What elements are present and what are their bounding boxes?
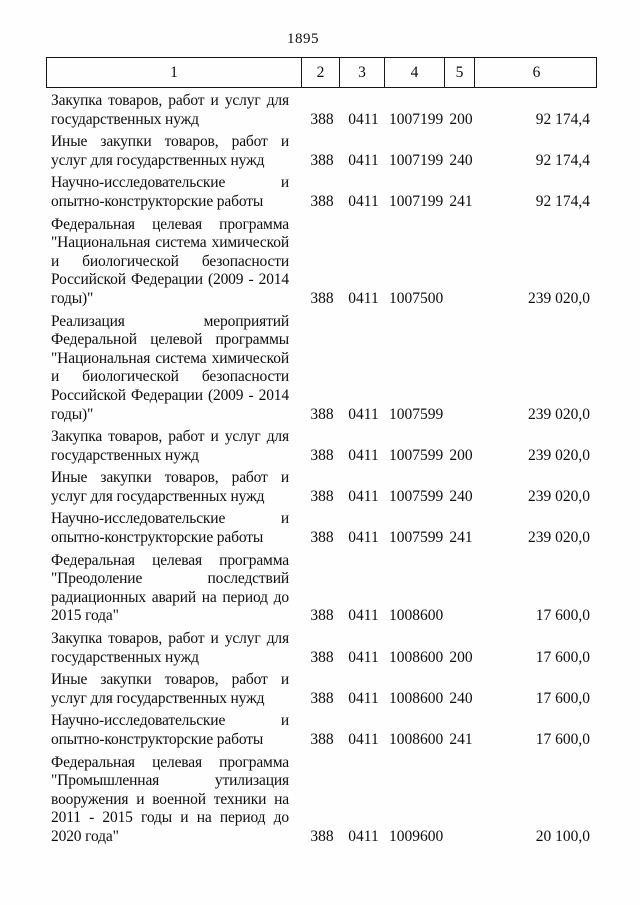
row-code-expense-type: 200 — [449, 110, 473, 128]
row-amount: 239 020,0 — [528, 289, 590, 307]
row-code-section: 0411 — [348, 731, 379, 748]
column-header-2: 2 — [301, 58, 339, 87]
row-code-section: 0411 — [348, 110, 379, 128]
table-row — [46, 552, 597, 626]
column-header-3: 3 — [339, 58, 384, 87]
row-code-expense-type: 240 — [449, 487, 473, 505]
row-amount: 239 020,0 — [528, 446, 590, 464]
row-code-section: 0411 — [348, 446, 379, 464]
row-amount: 17 600,0 — [535, 607, 590, 625]
row-code-target-item: 1007599 — [389, 487, 444, 505]
row-code-chapter: 388 — [310, 487, 334, 505]
row-name: Федеральная целевая программа "Национальная система химической и биологической безопасности Российской Федерации (2009 - 2014 годы)" — [51, 215, 289, 307]
table-row — [46, 428, 597, 465]
row-code-expense-type: 241 — [449, 529, 473, 547]
row-code-expense-type: 240 — [449, 151, 473, 169]
row-code-target-item: 1008600 — [389, 648, 444, 666]
table-row — [46, 754, 597, 847]
page-number: 1895 — [287, 31, 319, 47]
table-row — [46, 133, 597, 170]
table-row — [46, 313, 597, 425]
row-name: Научно-исследовательские и опытно-конструкторские работы — [51, 510, 289, 547]
row-code-section: 0411 — [348, 289, 379, 307]
row-code-section: 0411 — [348, 487, 379, 505]
row-code-chapter: 388 — [310, 731, 334, 748]
row-code-target-item: 1008600 — [389, 689, 444, 707]
column-header-6: 6 — [474, 58, 598, 87]
row-amount: 17 600,0 — [535, 731, 590, 748]
row-amount: 20 100,0 — [535, 827, 590, 845]
row-code-section: 0411 — [348, 648, 379, 666]
row-code-expense-type: 200 — [449, 648, 473, 666]
row-code-chapter: 388 — [310, 607, 334, 625]
row-amount: 17 600,0 — [535, 648, 590, 666]
row-name: Научно-исследовательские и опытно-конструкторские работы — [51, 174, 289, 210]
row-amount: 92 174,4 — [535, 110, 590, 128]
column-header-1: 1 — [170, 63, 178, 81]
row-code-expense-type: 240 — [449, 689, 473, 707]
row-code-target-item: 1007500 — [389, 289, 444, 307]
row-code-target-item: 1008600 — [389, 731, 444, 748]
row-code-chapter: 388 — [310, 689, 334, 707]
row-name: Федеральная целевая программа "Преодоление последствий радиационных аварий на период до 2015 года" — [51, 551, 289, 625]
row-code-expense-type: 241 — [449, 192, 473, 210]
row-code-target-item: 1007599 — [389, 446, 444, 464]
row-code-chapter: 388 — [310, 529, 334, 547]
table-row — [46, 510, 597, 547]
row-code-section: 0411 — [348, 529, 379, 547]
row-code-section: 0411 — [348, 192, 379, 210]
row-amount: 17 600,0 — [535, 689, 590, 707]
row-code-chapter: 388 — [310, 289, 334, 307]
row-code-target-item: 1007199 — [389, 151, 444, 169]
table-header-row — [46, 57, 597, 88]
row-code-chapter: 388 — [310, 648, 334, 666]
row-code-expense-type: 200 — [449, 446, 473, 464]
row-code-target-item: 1007599 — [389, 405, 444, 423]
row-code-chapter: 388 — [310, 151, 334, 169]
row-name: Реализация мероприятий Федеральной целевой программы "Национальная система химической и биологической безопасности Российской Федерации (2009 - 2014 годы)" — [51, 312, 289, 423]
table-row — [46, 712, 597, 749]
column-header-4: 4 — [384, 58, 444, 87]
row-amount: 239 020,0 — [528, 487, 590, 505]
row-code-section: 0411 — [348, 151, 379, 169]
row-name: Закупка товаров, работ и услуг для государственных нужд — [51, 428, 289, 464]
table-row — [46, 469, 597, 506]
row-code-target-item: 1008600 — [389, 607, 444, 625]
row-code-section: 0411 — [348, 607, 379, 625]
table-body — [46, 92, 597, 847]
row-amount: 92 174,4 — [535, 192, 590, 210]
row-name: Федеральная целевая программа "Промышленная утилизация вооружения и военной техники на 2011 - 2015 годы и на период до 2020 года" — [51, 753, 289, 845]
row-code-section: 0411 — [348, 827, 379, 845]
row-name: Иные закупки товаров, работ и услуг для государственных нужд — [51, 671, 289, 707]
table-row — [46, 671, 597, 708]
row-code-chapter: 388 — [310, 192, 334, 210]
row-name: Иные закупки товаров, работ и услуг для государственных нужд — [51, 133, 289, 169]
row-code-chapter: 388 — [310, 446, 334, 464]
row-amount: 239 020,0 — [528, 405, 590, 423]
row-code-target-item: 1009600 — [389, 827, 444, 845]
table-row — [46, 630, 597, 667]
row-code-target-item: 1007599 — [389, 529, 444, 547]
row-amount: 92 174,4 — [535, 151, 590, 169]
table-row — [46, 216, 597, 309]
row-code-section: 0411 — [348, 405, 379, 423]
row-code-section: 0411 — [348, 689, 379, 707]
row-name: Иные закупки товаров, работ и услуг для государственных нужд — [51, 469, 289, 505]
row-name: Закупка товаров, работ и услуг для государственных нужд — [51, 630, 289, 666]
row-code-chapter: 388 — [310, 110, 334, 128]
row-code-expense-type: 241 — [449, 731, 473, 748]
column-header-5: 5 — [444, 58, 474, 87]
budget-table — [46, 57, 597, 847]
row-name: Научно-исследовательские и опытно-конструкторские работы — [51, 712, 289, 748]
table-row — [46, 92, 597, 129]
table-row — [46, 174, 597, 211]
row-amount: 239 020,0 — [528, 529, 590, 547]
row-code-chapter: 388 — [310, 405, 334, 423]
row-code-target-item: 1007199 — [389, 192, 444, 210]
row-name: Закупка товаров, работ и услуг для государственных нужд — [51, 92, 289, 128]
row-code-chapter: 388 — [310, 827, 334, 845]
row-code-target-item: 1007199 — [389, 110, 444, 128]
